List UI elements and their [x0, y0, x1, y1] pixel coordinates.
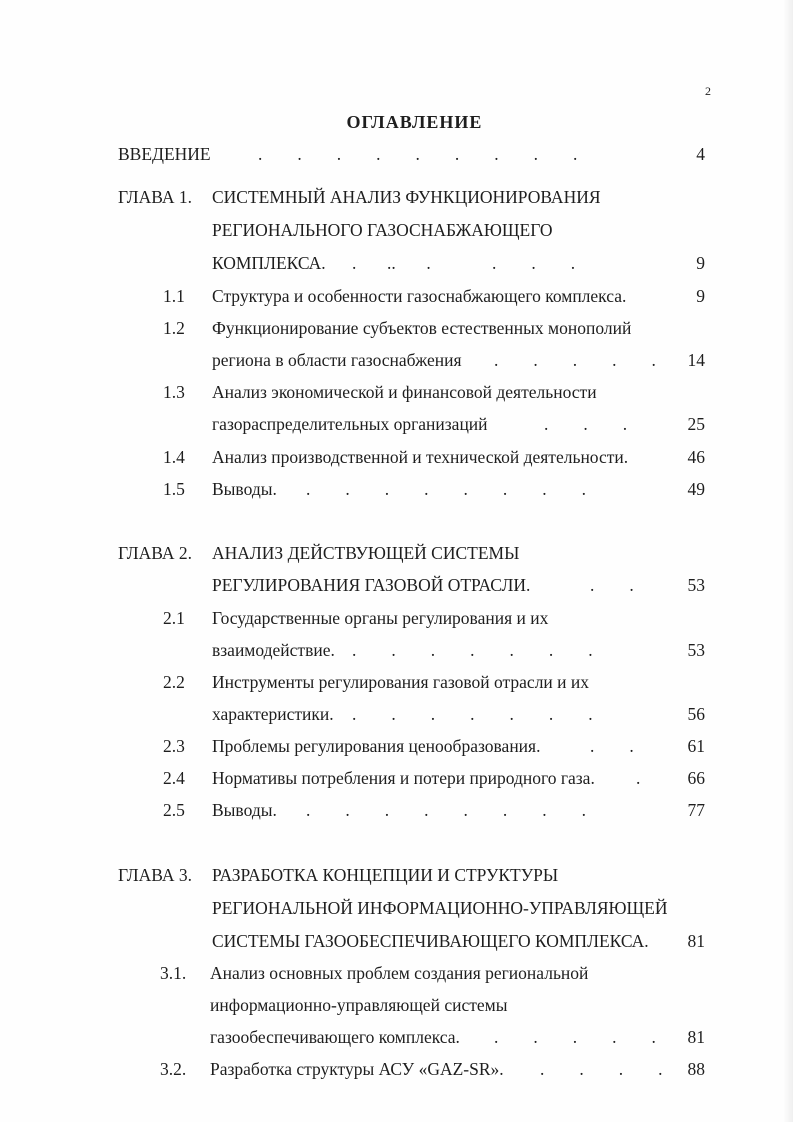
scan-edge-shadow: [783, 0, 793, 1122]
chapter-2-page: 53: [687, 575, 705, 595]
section-title-line: Нормативы потребления и потери природного газа.: [212, 768, 595, 788]
section-page: 77: [687, 800, 705, 820]
section-title-line: газообеспечивающего комплекса.: [210, 1027, 460, 1047]
chapter-3-title-line: РЕГИОНАЛЬНОЙ ИНФОРМАЦИОННО-УПРАВЛЯЮЩЕЙ: [212, 898, 668, 918]
leader-dots: . .. . . . .: [352, 253, 576, 273]
section-number: 2.4: [163, 768, 185, 788]
section-number: 2.2: [163, 672, 185, 692]
leader-dots: . . . . . . . . .: [258, 144, 578, 164]
chapter-1-label: ГЛАВА 1.: [118, 187, 193, 207]
page-title: ОГЛАВЛЕНИЕ: [346, 112, 483, 132]
toc-intro-page: 4: [696, 144, 705, 164]
section-number: 1.1: [163, 286, 185, 306]
section-number: 2.3: [163, 736, 185, 756]
chapter-1-title-line: КОМПЛЕКСА.: [212, 253, 326, 273]
section-title-line: газораспределительных организаций: [212, 414, 488, 434]
section-number: 1.3: [163, 382, 185, 402]
leader-dots: . . . .: [540, 1059, 663, 1079]
leader-dots: . . .: [544, 414, 628, 434]
section-title-line: Выводы.: [212, 479, 277, 499]
chapter-3-page: 81: [687, 931, 705, 951]
section-page: 66: [687, 768, 705, 788]
section-title-line: взаимодействие.: [212, 640, 335, 660]
section-title-line: Государственные органы регулирования и их: [212, 608, 549, 628]
chapter-3-title-line: РАЗРАБОТКА КОНЦЕПЦИИ И СТРУКТУРЫ: [212, 865, 559, 885]
leader-dots: . .: [590, 575, 634, 595]
section-number: 1.5: [163, 479, 185, 499]
section-title-line: региона в области газоснабжения: [212, 350, 462, 370]
section-title-line: Анализ экономической и финансовой деятельности: [212, 382, 597, 402]
section-number: 3.2.: [160, 1059, 187, 1079]
leader-dots: . . . . . . . .: [306, 800, 586, 820]
section-title-line: Выводы.: [212, 800, 277, 820]
section-number: 1.4: [163, 447, 185, 467]
chapter-2-title-line: РЕГУЛИРОВАНИЯ ГАЗОВОЙ ОТРАСЛИ.: [212, 575, 531, 595]
section-page: 81: [687, 1027, 705, 1047]
section-title-line: Инструменты регулирования газовой отрасли и их: [212, 672, 590, 692]
leader-dots: . .: [590, 736, 634, 756]
section-title-line: характеристики.: [212, 704, 334, 724]
section-title-line: Проблемы регулирования ценообразования.: [212, 736, 541, 756]
section-title-line: Анализ основных проблем создания региональной: [210, 963, 589, 983]
section-page: 88: [687, 1059, 705, 1079]
leader-dots: . . . . . . . .: [306, 479, 586, 499]
section-page: 49: [687, 479, 705, 499]
chapter-1-title-line: РЕГИОНАЛЬНОГО ГАЗОСНАБЖАЮЩЕГО: [212, 220, 553, 240]
section-number: 3.1.: [160, 963, 187, 983]
section-page: 25: [687, 414, 705, 434]
chapter-1-page: 9: [696, 253, 705, 273]
section-title-line: Функционирование субъектов естественных монополий: [212, 318, 632, 338]
chapter-2-label: ГЛАВА 2.: [118, 543, 193, 563]
toc-intro-label: ВВЕДЕНИЕ: [118, 144, 211, 164]
page-number: 2: [705, 84, 711, 98]
leader-dots: . . . . . . .: [352, 640, 593, 660]
chapter-2-title-line: АНАЛИЗ ДЕЙСТВУЮЩЕЙ СИСТЕМЫ: [212, 543, 520, 563]
section-number: 1.2: [163, 318, 185, 338]
section-title-line: Разработка структуры АСУ «GAZ-SR».: [210, 1059, 504, 1079]
section-title-line: информационно-управляющей системы: [210, 995, 508, 1015]
section-number: 2.1: [163, 608, 185, 628]
section-title-line: Структура и особенности газоснабжающего комплекса.: [212, 286, 627, 306]
section-page: 56: [687, 704, 705, 724]
leader-dots: . . . . . . .: [352, 704, 593, 724]
section-number: 2.5: [163, 800, 185, 820]
section-page: 9: [696, 286, 705, 306]
section-page: 61: [687, 736, 705, 756]
chapter-3-title-line: СИСТЕМЫ ГАЗООБЕСПЕЧИВАЮЩЕГО КОМПЛЕКСА.: [212, 931, 649, 951]
chapter-1-title-line: СИСТЕМНЫЙ АНАЛИЗ ФУНКЦИОНИРОВАНИЯ: [212, 187, 601, 207]
leader-dots: .: [636, 768, 641, 788]
section-page: 14: [687, 350, 705, 370]
section-title-line: Анализ производственной и технической деятельности.: [212, 447, 629, 467]
leader-dots: . . . . .: [494, 1027, 656, 1047]
section-page: 46: [687, 447, 705, 467]
leader-dots: . . . . .: [494, 350, 656, 370]
chapter-3-label: ГЛАВА 3.: [118, 865, 193, 885]
section-page: 53: [687, 640, 705, 660]
